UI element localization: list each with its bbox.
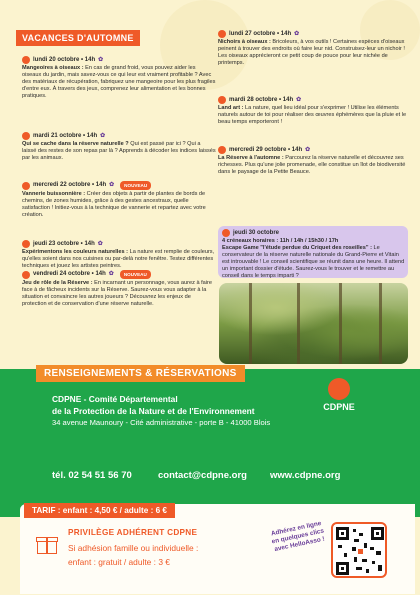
escape-title: Escape Game "l'étude perdue du Criquet des roseilles" : <box>222 245 372 251</box>
event-title: Nichoirs à oiseaux : <box>218 39 271 45</box>
escape-text: Le conservateur de la réserve naturelle nationale du Grand-Pierre et Vitain est introuvable ! Le conseil scientifique se réunit dans une heure. Il attend un important dossier d'étude. Saurez-vous le trouver et le remettre au conseil dans le temps imparti ? <box>222 245 405 279</box>
event-date: mercredi 29 octobre • 14h <box>229 146 303 153</box>
calendar-icon <box>22 182 30 190</box>
calendar-icon <box>22 240 30 248</box>
event-item <box>218 30 408 67</box>
event-item <box>22 181 216 219</box>
family-icon: ✿ <box>294 30 300 37</box>
escape-date: jeudi 30 octobre <box>233 229 280 236</box>
privilege-title: PRIVILÈGE ADHÉRENT CDPNE <box>68 528 198 537</box>
event-title: La Réserve à l'automne : <box>218 155 284 161</box>
privilege-line-2: enfant : gratuit / adulte : 3 € <box>68 557 170 567</box>
event-item <box>22 56 216 100</box>
event-date: mardi 28 octobre • 14h <box>229 96 294 103</box>
event-item <box>22 240 216 270</box>
event-item <box>22 270 216 308</box>
kids-icon: ✿ <box>100 132 106 139</box>
event-text: Parcourez la réserve naturelle et découvrez ses richesses. Plus qu'une jolie promenade, elle constitue un îlot de biodiversité dans le paysage de la Petite Beauce. <box>218 155 406 175</box>
event-text: Bricoleurs, à vos outils ! Certaines espèces d'oiseaux peinent à trouver des endroits où faire leur nid. Construisez-leur un nichoir ! Les oiseaux apprécieront ce petit coup de pouce pour leur nichée de printemps. <box>218 39 405 66</box>
event-item <box>22 132 216 162</box>
family-icon: ✿ <box>97 240 103 247</box>
org-line-2: de la Protection de la Nature et de l'Environnement <box>52 406 255 416</box>
event-item <box>218 146 408 176</box>
event-date: lundi 20 octobre • 14h <box>33 56 96 63</box>
event-text: Créer des objets à partir de plantes de bords de chemins, de zones humides, grâce à des gestes ancestraux, quelle satisfaction ! Initiez-vous à la technique de vannerie et repartez avec votre création. <box>22 191 206 218</box>
kids-icon: ✿ <box>296 96 302 103</box>
event-date: jeudi 23 octobre • 14h <box>33 240 95 247</box>
org-line-1: CDPNE - Comité Départemental <box>52 394 178 404</box>
new-badge: NOUVEAU <box>120 270 151 279</box>
family-icon: ✿ <box>108 271 114 277</box>
privilege-line-1: Si adhésion famille ou individuelle : <box>68 543 199 553</box>
escape-times-label: 4 créneaux horaires : <box>222 238 279 244</box>
event-date: lundi 27 octobre • 14h <box>229 30 292 37</box>
organisation-block <box>52 393 270 429</box>
calendar-icon <box>222 229 230 237</box>
calendar-icon <box>22 56 30 64</box>
privilege-details <box>68 541 198 569</box>
tarif-label: TARIF : enfant : 4,50 € / adulte : 6 € <box>24 503 175 518</box>
family-icon: ✿ <box>109 182 115 188</box>
nature-reserve-photo <box>219 283 408 364</box>
event-text: En cas de grand froid, vous pouvez aider les oiseaux du jardin, mais savez-vous ce qui leur est vraiment profitable ? Avec des matériaux de récupération, fabriquez une mangeoire pour les plus fragiles d'entre eux. À travers des jeux, comprenez leur alimentation et les bonnes pratiques. <box>22 65 216 99</box>
cdpne-logo <box>313 378 365 412</box>
website-link[interactable]: www.cdpne.org <box>270 470 341 481</box>
qr-code[interactable] <box>331 522 387 578</box>
event-text: La nature, quel lieu idéal pour s'exprimer ! Utilise les éléments naturels autour de toi pour réaliser des œuvres éphémères que la pluie et le beau temps emporteront ! <box>218 105 407 125</box>
phone-number[interactable]: tél. 02 54 51 56 70 <box>52 470 132 481</box>
event-title: Vannerie buissonnière : <box>22 191 86 197</box>
escape-times: 11h / 14h / 15h30 / 17h <box>279 238 339 244</box>
event-text: La nature est remplie de couleurs, qu'elles soient dans nos cuisines ou par-delà notre fenêtre. Testez différentes techniques et jouez les artistes peintres. <box>22 249 215 269</box>
event-title: Qui se cache dans la réserve naturelle ? <box>22 141 129 147</box>
cdpne-logo-icon <box>328 378 350 400</box>
event-title: Expérimentons les couleurs naturelles : <box>22 249 129 255</box>
event-title: Jeu de rôle de la Réserve : <box>22 280 93 286</box>
calendar-icon <box>22 271 30 279</box>
new-badge: NOUVEAU <box>120 181 151 190</box>
cdpne-logo-text: CDPNE <box>323 402 355 412</box>
email-link[interactable]: contact@cdpne.org <box>158 470 247 481</box>
event-text: En incarnant un personnage, vous aurez à faire face à de fâcheux incidents sur la Réserve. Saurez-vous vous adapter à la situation et convaincre les autres joueurs ? Découvrez les enjeux de protection et de conservation d'une réserve naturelle. <box>22 280 212 307</box>
family-icon: ✿ <box>98 56 104 63</box>
calendar-icon <box>22 132 30 140</box>
family-icon: ✿ <box>305 146 311 153</box>
event-item <box>218 96 408 126</box>
escape-game-item <box>222 229 406 280</box>
calendar-icon <box>218 96 226 104</box>
section-title: VACANCES D'AUTOMNE <box>16 30 140 46</box>
qr-code-icon <box>336 527 384 575</box>
event-text: Qui est passé par ici ? Qui a laissé des restes de son repas par là ? Apprends à décoder les indices laissés par les animaux. <box>22 141 216 161</box>
gift-icon <box>36 533 58 555</box>
online-membership-text: Adhérez en ligne en quelques clics avec HelloAsso ! <box>270 519 326 554</box>
org-address: 34 avenue Maunoury - Cité administrative - porte B - 41000 Blois <box>52 418 271 427</box>
event-title: Mangeoires à oiseaux : <box>22 65 84 71</box>
event-date: vendredi 24 octobre • 14h <box>33 271 106 277</box>
calendar-icon <box>218 30 226 38</box>
info-heading: RENSEIGNEMENTS & RÉSERVATIONS <box>36 365 245 382</box>
event-title: Land art : <box>218 105 244 111</box>
calendar-icon <box>218 146 226 154</box>
event-date: mardi 21 octobre • 14h <box>33 132 98 139</box>
event-date: mercredi 22 octobre • 14h <box>33 182 107 188</box>
